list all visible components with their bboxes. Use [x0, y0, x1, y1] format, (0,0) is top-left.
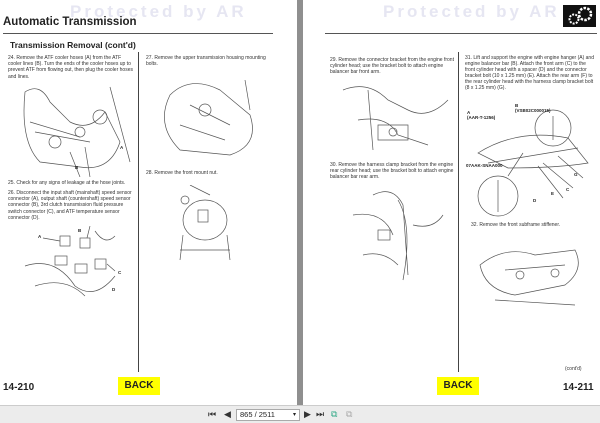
- label-b: B: [75, 165, 79, 170]
- page-display: 865 / 2511: [240, 410, 275, 419]
- step-26: 26. Disconnect the input shaft (mainshaft) speed sensor connector (A), output shaft (countershaft) speed sensor connector (B), 3rd clutch transmission fluid pressure switch connector (C), and ATF temperature sensor connector (D).: [8, 190, 132, 221]
- divider: [325, 33, 597, 34]
- step-31: 31. Lift and support the engine with engine hanger (A) and engine balancer bar (B). Attach the front arm (C) to the front cylinder head with a spacer (D) and the connector bracket bolt (10 x 1.25 mm) (E). Attach the rear arm (F) to the rear cylinder head with the harness clamp bracket bolt (8 x 1.25 mm) (G).: [465, 55, 594, 91]
- watermark: Protected by AR: [70, 2, 247, 21]
- step-30: 30. Remove the harness clamp bracket from the engine rear cylinder head; use the bracket bolt to attach engine balancer bar rear arm.: [330, 162, 454, 181]
- subtitle: Transmission Removal (cont'd): [10, 40, 136, 50]
- last-page-icon[interactable]: ⏭: [316, 409, 325, 419]
- housing-bolts-illustration: [150, 75, 270, 160]
- label-c: C: [566, 187, 570, 192]
- section-title: Automatic Transmission: [3, 16, 137, 28]
- viewer-toolbar: [0, 405, 600, 423]
- harness-clamp-illustration: [343, 185, 453, 285]
- column-divider: [458, 52, 459, 372]
- previous-page-icon[interactable]: ◀: [224, 409, 231, 419]
- label-a-engine-hanger: A (AAR-T-1256): [467, 110, 496, 121]
- label-a: A: [120, 145, 124, 150]
- subframe-stiffener-illustration: [475, 235, 590, 310]
- label-b: B: [78, 228, 82, 233]
- step-29: 29. Remove the connector bracket from the engine front cylinder head; use the bracket bolt to attach engine balancer bar front arm.: [330, 57, 454, 76]
- chevron-down-icon[interactable]: ▾: [292, 412, 296, 418]
- label-b-balancer-bar: B (VSB02C000015): [515, 103, 551, 114]
- step-28: 28. Remove the front mount nut.: [146, 170, 218, 176]
- gear-logo-icon: [563, 5, 596, 27]
- step-24: 24. Remove the ATF cooler hoses (A) from the ATF cooler lines (B). Turn the ends of the cooler hoses up to prevent ATF from flowing out, then plug the cooler hoses and lines.: [8, 55, 133, 80]
- watermark: Protected by AR: [383, 2, 560, 21]
- step-27: 27. Remove the upper transmission housing mounting bolts.: [146, 55, 266, 68]
- label-d: D: [112, 287, 116, 292]
- two-page-view-icon[interactable]: ⧉: [346, 409, 353, 419]
- front-mount-illustration: [170, 185, 240, 265]
- page-number: 14-211: [563, 382, 594, 393]
- label-g: G: [574, 172, 578, 177]
- page-number: 14-210: [3, 382, 35, 393]
- column-divider: [138, 52, 139, 372]
- label-a: A: [38, 234, 42, 239]
- page-number-input[interactable]: [236, 409, 300, 421]
- first-page-icon[interactable]: ⏮: [208, 409, 217, 419]
- back-button[interactable]: BACK: [118, 377, 160, 395]
- contd-label: (cont'd): [565, 366, 582, 372]
- back-button[interactable]: BACK: [437, 377, 479, 395]
- label-c: C: [118, 270, 122, 275]
- divider: [3, 33, 273, 34]
- step-32: 32. Remove the front subframe stiffener.: [471, 222, 561, 228]
- next-page-icon[interactable]: ▶: [304, 409, 311, 419]
- connectors-illustration: [15, 226, 130, 306]
- single-page-view-icon[interactable]: ⧉: [331, 409, 338, 419]
- label-spacer-part: 07AAK-SNAA000: [466, 163, 503, 168]
- label-d: D: [533, 198, 537, 203]
- right-manual-page: [303, 0, 600, 405]
- label-e: E: [551, 191, 555, 196]
- connector-bracket-illustration: [338, 80, 453, 155]
- step-25: 25. Check for any signs of leakage at the hose joints.: [8, 180, 126, 186]
- cooler-hoses-illustration: [10, 82, 135, 177]
- left-manual-page: [0, 0, 297, 405]
